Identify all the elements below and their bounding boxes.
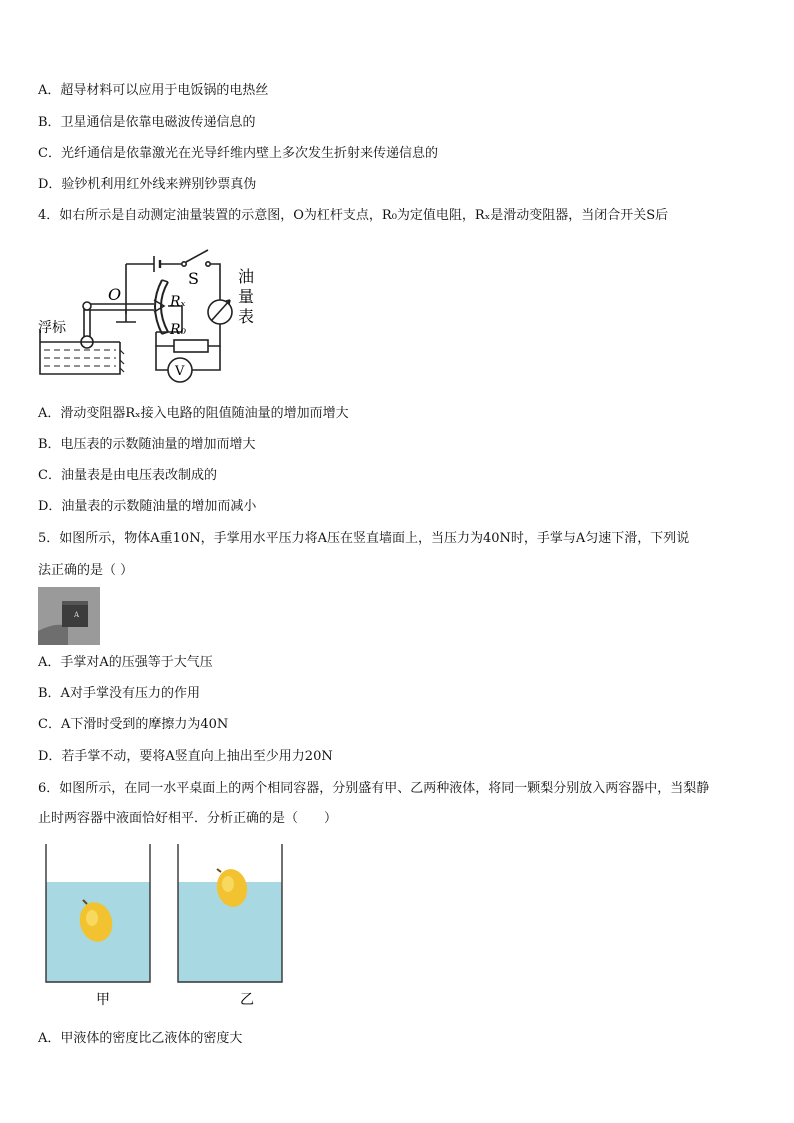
float-label: 浮标	[38, 320, 66, 336]
q5-option-b: B．A对手掌没有压力的作用	[38, 686, 200, 701]
gauge-label-3: 表	[238, 307, 255, 326]
q4-oil-gauge-circuit-figure	[36, 242, 266, 384]
rx-label: Rₓ	[170, 294, 186, 310]
q5-option-c: C．A下滑时受到的摩擦力为40N	[38, 717, 229, 732]
switch-label: S	[188, 269, 199, 288]
q3-option-a: A．超导材料可以应用于电饭锅的电热丝	[38, 83, 269, 98]
q3-option-b: B．卫星通信是依靠电磁波传递信息的	[38, 115, 256, 130]
q4-option-d: D．油量表的示数随油量的增加而减小	[38, 499, 257, 514]
q4-stem: 4．如右所示是自动测定油量装置的示意图，O为杠杆支点，R₀为定值电阻，Rₓ是滑动变阻器，当闭合开关S后	[38, 208, 669, 223]
q5-option-a: A．手掌对A的压强等于大气压	[38, 655, 213, 670]
q4-option-a: A．滑动变阻器Rₓ接入电路的阻值随油量的增加而增大	[38, 406, 349, 421]
q6-stem-line2: 止时两容器中液面恰好相平．分析正确的是（ ）	[38, 811, 338, 826]
gauge-label-2: 量	[238, 287, 255, 306]
q5-photo-hand-on-wall	[38, 587, 100, 645]
block-label: A	[74, 611, 80, 619]
q5-option-d: D．若手掌不动，要将A竖直向上抽出至少用力20N	[38, 749, 333, 764]
q4-option-b: B．电压表的示数随油量的增加而增大	[38, 437, 256, 452]
q6-option-a: A．甲液体的密度比乙液体的密度大	[38, 1031, 243, 1046]
q6-two-containers-figure	[40, 842, 290, 1012]
pivot-label: O	[108, 285, 122, 304]
gauge-label-1: 油	[238, 267, 255, 286]
voltmeter-label: V	[175, 364, 185, 379]
r0-label: R₀	[170, 322, 187, 338]
q6-stem-line1: 6．如图所示，在同一水平桌面上的两个相同容器，分别盛有甲、乙两种液体，将同一颗梨分别放入两容器中，当梨静	[38, 781, 710, 796]
q3-option-d: D．验钞机利用红外线来辨别钞票真伪	[38, 177, 257, 192]
q4-option-c: C．油量表是由电压表改制成的	[38, 468, 217, 483]
left-container-label: 甲	[96, 992, 110, 1008]
q5-stem-line2: 法正确的是（ ）	[38, 563, 134, 578]
q3-option-c: C．光纤通信是依靠激光在光导纤维内壁上多次发生折射来传递信息的	[38, 146, 438, 161]
q5-stem-line1: 5．如图所示，物体A重10N，手掌用水平压力将A压在竖直墙面上，当压力为40N时，手掌与A匀速下滑，下列说	[38, 531, 690, 546]
right-container-label: 乙	[240, 992, 254, 1008]
